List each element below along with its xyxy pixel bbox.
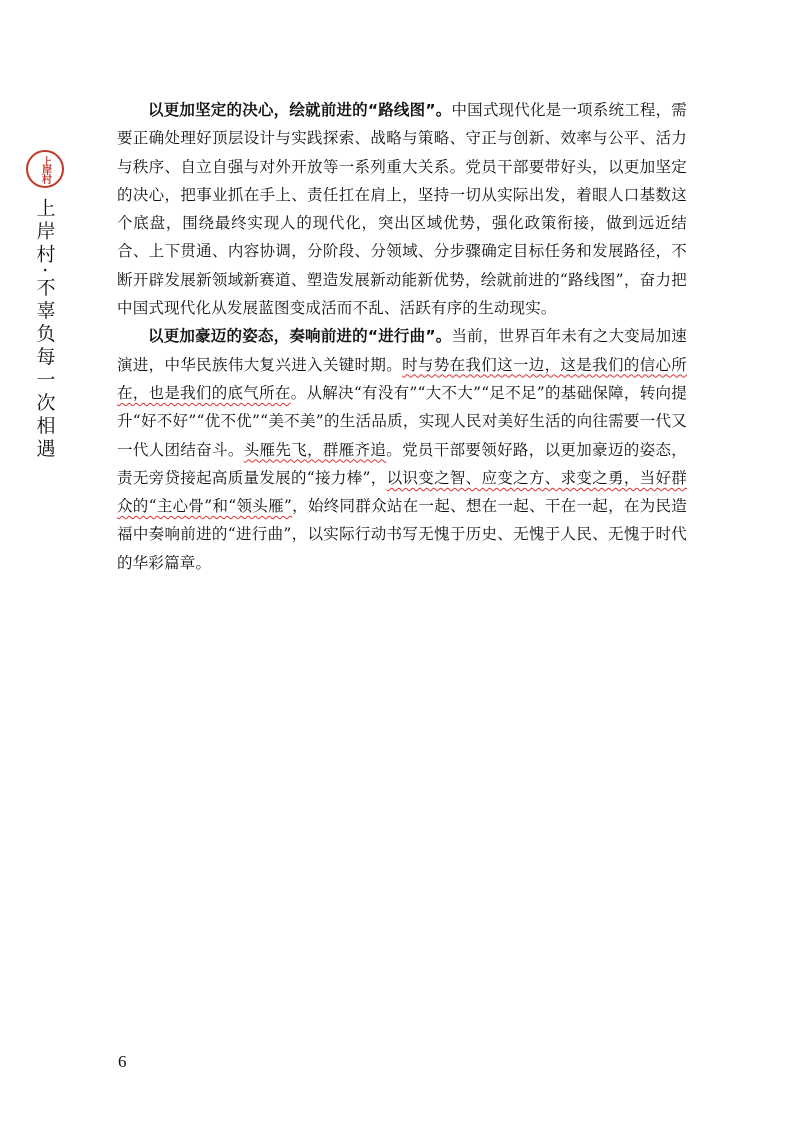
seal-text: 上岸村 xyxy=(39,155,51,183)
paragraph-2-underlined-1: 时与势在我们这一边，这是我们的信心所在，也是我们的底气所在 xyxy=(117,355,687,402)
side-title: 上岸村·不辜负每一次相遇 xyxy=(33,198,56,462)
paragraph-2-text-2: 。从解决“有没有”“大不大”“足不足”的基础保障，转向提升“好不好”“优不优”“美不美”的生活品质，实现人民对美好生活的向往需要一代又一代人团结奋斗。 xyxy=(117,383,687,459)
paragraph-2-text-1: 当前，世界百年未有之大变局加速演进，中华民族伟大复兴进入关键时期。 xyxy=(117,327,687,374)
paragraph-2-underlined-3: 以识变之智、应变之方、求变之勇，当好群众的“主心骨”和“领头雁” xyxy=(117,468,687,516)
paragraph-2-underlined-2: 头雁先飞，群雁齐追 xyxy=(243,440,387,459)
page-number: 6 xyxy=(118,1052,127,1071)
article-body xyxy=(117,96,687,577)
paragraph-2-heading: 以更加豪迈的姿态，奏响前进的“进行曲”。 xyxy=(148,327,452,346)
paragraph-1-body: 中国式现代化是一项系统工程，需要正确处理好顶层设计与实践探索、战略与策略、守正与创新、效率与公平、活力与秩序、自立自强与对外开放等一系列重大关系。党员干部要带好头，以更加坚定的决心，把事业抓在手上、责任扛在肩上，坚持一切从实际出发，着眼人口基数这个底盘，围绕最终实现人的现代化，突出区域优势，强化政策衔接，做到远近结合、上下贯通、内容协调，分阶段、分领域、分步骤确定目标任务和发展路径，不断开辟发展新领域新赛道、塑造发展新动能新优势，绘就前进的“路线图”，奋力把中国式现代化从发展蓝图变成活而不乱、活跃有序的生动现实。 xyxy=(117,101,687,318)
paragraph-2 xyxy=(117,322,687,577)
paragraph-1 xyxy=(117,96,687,322)
paragraph-2-text-4: ，始终同群众站在一起、想在一起、干在一起，在为民造福中奏响前进的“进行曲”，以实际行动书写无愧于历史、无愧于人民、无愧于时代的华彩篇章。 xyxy=(117,497,687,572)
side-banner xyxy=(22,150,68,461)
paragraph-2-text-3: 。党员干部要领好路，以更加豪迈的姿态，责无旁贷接起高质量发展的“接力棒”， xyxy=(117,440,687,487)
village-seal xyxy=(26,150,64,188)
paragraph-1-heading: 以更加坚定的决心，绘就前进的“路线图”。 xyxy=(148,101,452,119)
